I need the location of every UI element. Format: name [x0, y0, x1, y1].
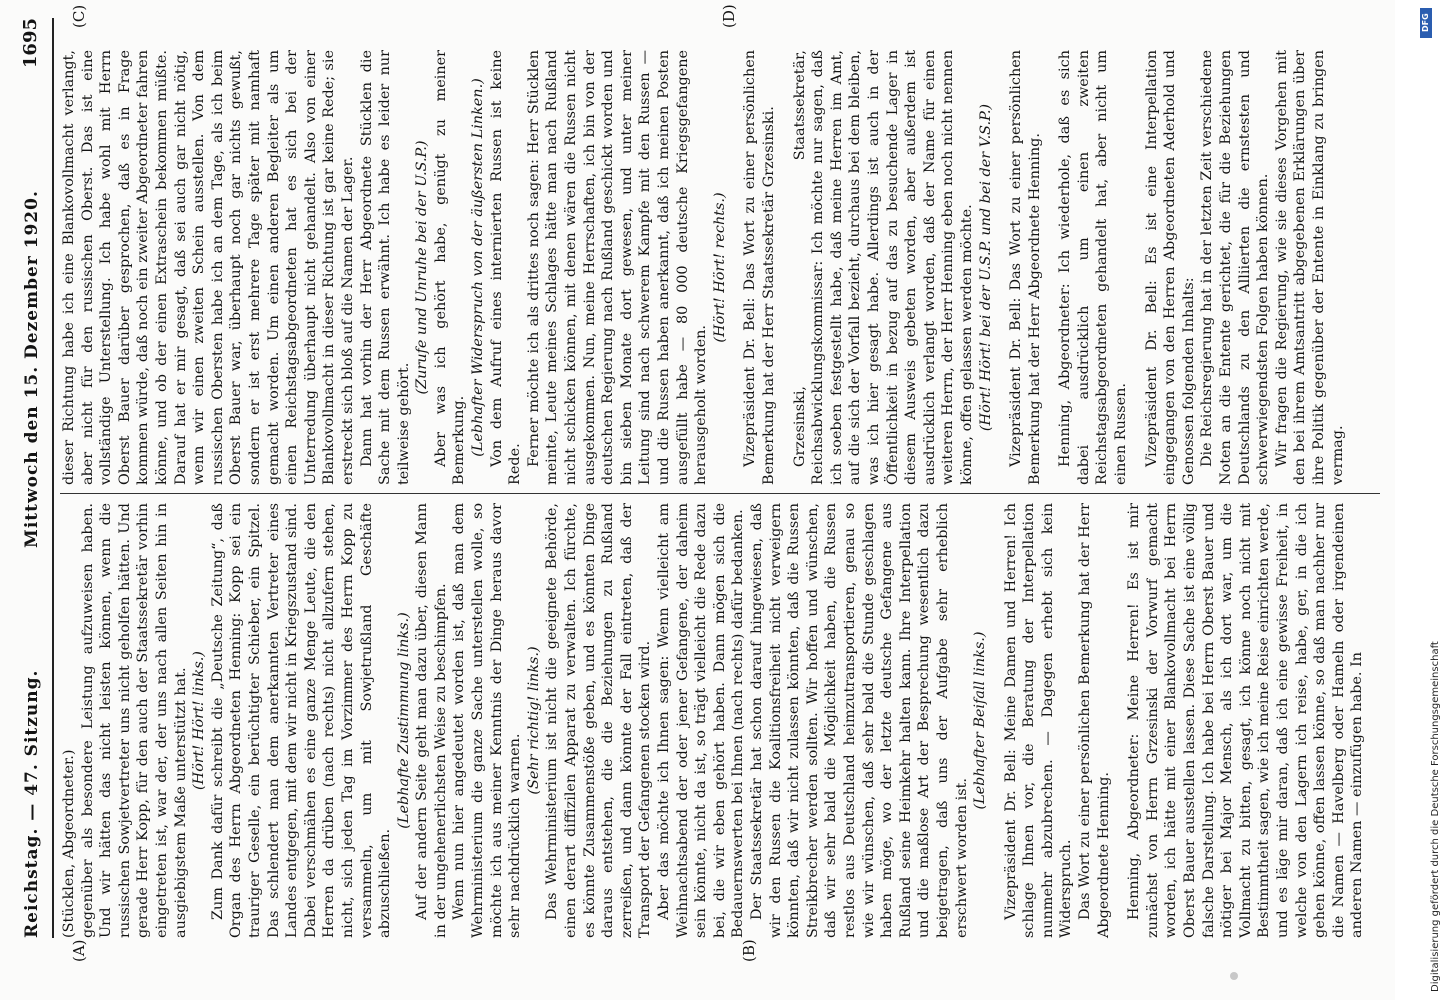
- paragraph: Vizepräsident Dr. Bell: Das Wort zu einer persönlichen Bemerkung hat der Herr Staatssekretär Grzesinski.: [742, 50, 777, 485]
- interjection: (Lebhafte Zustimmung links.): [395, 612, 412, 829]
- margin-marker-c: (C): [70, 4, 88, 28]
- paragraph: gegenüber als besondere Leistung aufzuweisen haben. Und wir hätten das nicht leisten können, wenn die russischen Sowjetvertreter uns nicht geholfen hätten. Und gerade Herr Kopp, für den auch der Staatssekretär vorhin eingetreten ist, war der, der uns nach allen Seiten hin in ausgiebigstem Maße unterstützt hat.: [79, 503, 189, 938]
- interjection: (Hört! Hört! bei der U.S.P. und bei der V.S.P.): [977, 103, 994, 432]
- interjection: (Lebhafter Widerspruch von der äußersten Linken.): [470, 78, 487, 457]
- paragraph: Ferner möchte ich als drittes noch sagen: Herr Stücklen meinte, Leute meines Schlages hätte man nach Rußland nicht schicken können, mit denen wären die Russen nicht ausgekommen. Nun, meine Herrschaften, ich bin von der deutschen Regierung nach Rußland geschickt worden und bin sieben Monate dort gewesen, und unter meiner Leitung sind nach schwerem Kampfe mit den Russen — und die Russen haben anerkannt, daß ich meinen Posten ausgefüllt habe — 80 000 deutsche Kriegsgefangene herausgeholt worden.: [525, 50, 710, 485]
- scan-artifact: [1230, 972, 1238, 980]
- speaker-line: (Stücklen, Abgeordneter.): [61, 749, 77, 938]
- paragraph: Auf der andern Seite geht man dazu über, diesen Mann in der ungehenerlichsten Weise zu beschimpfen.: [414, 503, 449, 938]
- interjection: (Zurufe und Unruhe bei der U.S.P.): [414, 140, 431, 395]
- paragraph: Das Wehrministerium ist nicht die geeignete Behörde, einen derart diffizilen Apparat zu verwalten. Ich fürchte, es könnte Zusammenstöße geben, und es könnten Dinge daraus entstehen, die die Beziehungen zu Rußland zerreißen, und dann könnte der Fall eintreten, daß der Transport der Gefangenen stocken wird.: [544, 503, 654, 938]
- interjection: (Sehr richtig! links.): [525, 646, 542, 795]
- paragraph: Wir fragen die Regierung, wie sie dieses Vorgehen mit den bei ihrem Amtsantritt abgegebenen Erklärungen über ihre Politik gegenüber der Entente in Einklang zu bringen vermag.: [1273, 50, 1346, 485]
- dfg-logo: DFG: [1420, 8, 1432, 38]
- page-number: 1695: [20, 18, 41, 69]
- paragraph: dieser Richtung habe ich eine Blankovollmacht verlangt, aber nicht für den russischen Oberst. Das ist eine vollständige Unterstellung. Ich habe wohl mit Herrn Oberst Bauer darüber gesprochen, daß es in Frage kommen würde, daß noch ein zweiter Abgeordneter fahren könne, und ob der einen Extraschein bekommen müßte. Darauf hat er mir gesagt, daß sei auch gar nicht nötig, wenn wir einen zweiten Schein ausstellen. Von dem russischen Obersten habe ich an dem Tage, als ich beim Oberst Bauer war, überhaupt noch gar nichts gewußt, sondern er ist erst mehrere Tage später mit namhaft gemacht worden. Um einen anderen Begleiter als um einen Reichstagsabgeordneten hat es sich bei der Unterredung überhaupt nicht gehandelt. Also von einer Blankovollmacht in dieser Richtung ist gar keine Rede; sie erstreckt sich bloß auf die Namen der Lager.: [61, 50, 356, 485]
- margin-marker-a: (A): [70, 939, 88, 962]
- paragraph: Der Staatssekretär hat schon darauf hingewiesen, daß wir den Russen die Koalitionsfreiheit nicht verweigern könnten, daß wir nicht zulassen könnten, daß die Russen Streikbrecher werden sollten. Wir hoffen und wünschen, daß wir sehr bald die Möglichkeit haben, die Russen restlos aus Deutschland heimzutransportieren, genau so wie wir wünschen, daß sehr bald die Stunde geschlagen haben möge, wo der letzte deutsche Gefangene aus Rußland seine Heimkehr halten kann. Ihre Interpellation und die maßlose Art der Besprechung wesentlich dazu beigetragen, daß uns der Aufgabe sehr erheblich erschwert worden ist.: [748, 503, 970, 938]
- digitization-credit: [1418, 8, 1441, 992]
- paragraph: Grzesinski, Staatssekretär, Reichsabwicklungskommissar: Ich möchte nur sagen, daß ich soeben festgestellt habe, daß meine Herren im Amt, auf die sich der Vorfall bezieht, durchaus bei dem bleiben, was ich hier gesagt habe. Allerdings ist auch in der Öffentlichkeit in bezug auf das zu besuchende Lager in diesem Ausweis gebeten worden, aber außerdem ist ausdrücklich verlangt worden, daß der Name für einen weiteren Herrn, der Herr Henning eben noch nicht nennen könne, offen gelassen werden möchte.: [791, 50, 975, 485]
- paragraph: Aber was ich gehört habe, genügt zu meiner Bemerkung.: [432, 50, 468, 485]
- paragraph: Wenn nun hier angedeutet worden ist, daß man dem Wehrministerium die ganze Sache unterstellen wolle, so möchte ich aus meiner Kenntnis der Dinge heraus davor sehr nachdrücklich warnen.: [451, 503, 524, 938]
- left-column: [60, 503, 1390, 938]
- page-header: [12, 18, 54, 938]
- paragraph: Die Reichsregierung hat in der letzten Zeit verschiedene Noten an die Entente gerichtet, die für die Beziehungen Deutschlands zu den Alliierten die ernstesten und schwerwiegendsten Folgen haben können.: [1199, 50, 1272, 485]
- paragraph: Dann hat vorhin der Herr Abgeordnete Stücklen die Sache mit dem Russen erwähnt. Ich habe es leider nur teilweise gehört.: [358, 50, 412, 485]
- paragraph: Aber das möchte ich Ihnen sagen: Wenn vielleicht am Weihnachtsabend der oder jener Gefangene, der daheim sein könnte, nicht da ist, so trägt vielleicht die Rede dazu bei, die wir eben gehört haben. Dann mögen sich die Bedauernswerten bei Ihnen (nach rechts) dafür bedanken.: [656, 503, 747, 938]
- header-date: Mittwoch den 15. Dezember 1920.: [22, 190, 42, 548]
- paragraph: Zum Dank dafür schreibt die „Deutsche Zeitung“, daß Organ des Herrn Abgeordneten Henning: Kopp sei ein trauriger Geselle, ein berüchtigter Schieber, ein Spitzel. Das schlendert man dem anerkannten Vertreter eines Landes entgegen, mit dem wir nicht in Kriegszustand sind. Dabei verschmähen es eine ganze Menge Leute, die den Herren da drüben (nach rechts) nicht allzufern stehen, nicht, sich jeden Tag im Vorzimmer des Herrn Kopp zu versammeln, um mit Sowjetrußland Geschäfte abzuschließen.: [209, 503, 394, 938]
- right-column: [60, 50, 1390, 485]
- paragraph: Vizepräsident Dr. Bell: Es ist eine Interpellation eingegangen von den Herren Abgeordneten Aderhold und Genossen folgenden Inhalts:: [1143, 50, 1197, 485]
- paragraph: Henning, Abgeordneter: Meine Herren! Es ist mir zunächst von Herrn Grzesinski der Vorwurf gemacht worden, ich hätte mit einer Blankovollmacht bei Herrn Oberst Bauer ausstellen lassen. Diese Sache ist eine völlig falsche Darstellung. Ich habe bei Herrn Oberst Bauer und nötiger bei Major Mensch, als ich dort war, um die Vollmacht zu bitten, gesagt, ich könne noch nicht mit Bestimmtheit sagen, wie ich meine Reise einrichten werde, und es läge mir daran, daß ich eine gewisse Freiheit, in welche von den Lagern ich reise, habe, ger, in die ich gehen könne, offen lassen könne, so daß man nachher nur die Namen — Havelberg oder Hameln oder irgendeinen anderen Namen — einzufügen habe. In: [1126, 503, 1366, 938]
- paragraph: Von dem Aufruf eines internierten Russen ist keine Rede.: [488, 50, 524, 485]
- interjection: (Lebhafter Beifall links.): [972, 631, 989, 810]
- margin-marker-d: (D): [720, 4, 738, 28]
- paragraph: Henning, Abgeordneter: Ich wiederhole, daß es sich dabei ausdrücklich um einen zweiten Reichstagsabgeordneten gehandelt hat, aber nicht um einen Russen.: [1057, 50, 1130, 485]
- header-session: Reichstag. — 47. Sitzung.: [22, 669, 42, 938]
- paragraph: Vizepräsident Dr. Bell: Das Wort zu einer persönlichen Bemerkung hat der Herr Abgeordnete Henning.: [1008, 50, 1043, 485]
- interjection: (Hört! Hört! links.): [191, 651, 208, 790]
- paragraph: Vizepräsident Dr. Bell: Meine Damen und Herren! Ich schlage Ihnen vor, die Beratung der Interpellation nunmehr abzubrechen. — Dagegen erhebt sich kein Widerspruch.: [1002, 503, 1075, 938]
- credit-text: Digitalisierung gefördert durch die Deutsche Forschungsgemeinschaft: [1430, 641, 1441, 992]
- paragraph: Das Wort zu einer persönlichen Bemerkung hat der Herr Abgeordnete Henning.: [1077, 503, 1112, 938]
- margin-marker-b: (B): [740, 939, 758, 962]
- column-divider: [60, 493, 1380, 494]
- interjection: (Hört! Hört! rechts.): [711, 192, 728, 343]
